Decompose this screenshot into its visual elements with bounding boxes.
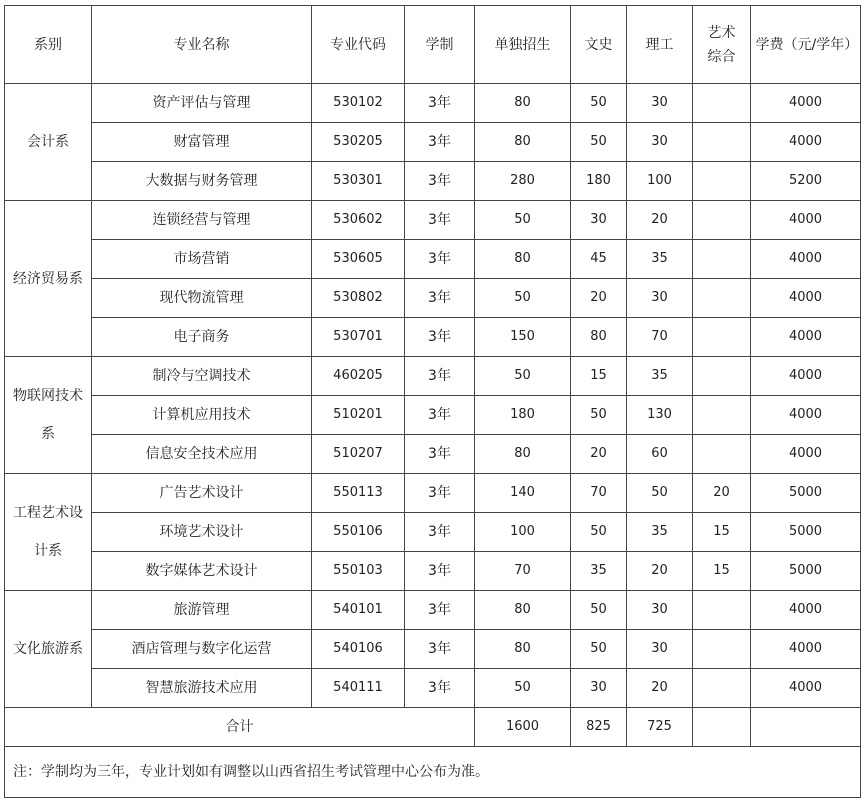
code-cell: 510207	[312, 435, 405, 474]
table-row	[5, 552, 861, 591]
duration-cell: 3年	[405, 474, 475, 513]
separate-cell: 50	[475, 669, 571, 708]
table-row	[5, 318, 861, 357]
arts-cell: 50	[571, 591, 627, 630]
fee-cell: 4000	[751, 318, 861, 357]
header-fee	[751, 6, 861, 84]
header-fee-label: 学费（元/学年）	[755, 36, 859, 53]
major-cell: 旅游管理	[92, 591, 312, 630]
separate-cell: 80	[475, 630, 571, 669]
separate-cell: 280	[475, 162, 571, 201]
art-comp-cell	[693, 591, 751, 630]
total-sci: 725	[627, 708, 693, 747]
arts-cell: 50	[571, 396, 627, 435]
major-cell: 制冷与空调技术	[92, 357, 312, 396]
art-comp-cell: 20	[693, 474, 751, 513]
total-arts: 825	[571, 708, 627, 747]
duration-cell: 3年	[405, 201, 475, 240]
art-comp-cell	[693, 162, 751, 201]
table-row	[5, 279, 861, 318]
table-row	[5, 630, 861, 669]
separate-cell: 50	[475, 357, 571, 396]
code-cell: 540111	[312, 669, 405, 708]
art-comp-cell	[693, 669, 751, 708]
duration-cell: 3年	[405, 240, 475, 279]
code-cell: 550106	[312, 513, 405, 552]
header-sci: 理工	[627, 6, 693, 84]
note-text: 注：学制均为三年，专业计划如有调整以山西省招生考试管理中心公布为准。	[5, 747, 861, 798]
separate-cell: 70	[475, 552, 571, 591]
table-row	[5, 357, 861, 396]
sci-cell: 100	[627, 162, 693, 201]
sci-cell: 20	[627, 201, 693, 240]
code-cell: 540101	[312, 591, 405, 630]
separate-cell: 80	[475, 123, 571, 162]
table-row	[5, 669, 861, 708]
table-row	[5, 435, 861, 474]
major-cell: 信息安全技术应用	[92, 435, 312, 474]
sci-cell: 20	[627, 552, 693, 591]
table-row	[5, 123, 861, 162]
major-cell: 数字媒体艺术设计	[92, 552, 312, 591]
dept-name: 会计系	[27, 134, 69, 150]
table-row	[5, 240, 861, 279]
table-row	[5, 201, 861, 240]
table-row	[5, 396, 861, 435]
art-comp-cell	[693, 279, 751, 318]
duration-cell: 3年	[405, 669, 475, 708]
dept-name: 经济贸易系	[13, 270, 83, 287]
code-cell: 460205	[312, 357, 405, 396]
dept-cell	[5, 357, 92, 474]
art-comp-cell	[693, 435, 751, 474]
table-row	[5, 591, 861, 630]
table-row	[5, 474, 861, 513]
sci-cell: 35	[627, 240, 693, 279]
sci-cell: 35	[627, 513, 693, 552]
duration-cell: 3年	[405, 162, 475, 201]
table-row	[5, 513, 861, 552]
arts-cell: 15	[571, 357, 627, 396]
separate-cell: 80	[475, 84, 571, 123]
dept-cell	[5, 201, 92, 357]
sci-cell: 130	[627, 396, 693, 435]
fee-cell: 5000	[751, 552, 861, 591]
separate-cell: 180	[475, 396, 571, 435]
major-cell: 智慧旅游技术应用	[92, 669, 312, 708]
header-major: 专业名称	[92, 6, 312, 84]
table-row	[5, 84, 861, 123]
separate-cell: 150	[475, 318, 571, 357]
duration-cell: 3年	[405, 357, 475, 396]
arts-cell: 30	[571, 669, 627, 708]
separate-cell: 80	[475, 591, 571, 630]
code-cell: 550103	[312, 552, 405, 591]
art-comp-cell	[693, 318, 751, 357]
header-art-comp	[693, 6, 751, 84]
separate-cell: 100	[475, 513, 571, 552]
art-comp-cell	[693, 396, 751, 435]
dept-name: 物联网技术系	[13, 388, 83, 442]
arts-cell: 45	[571, 240, 627, 279]
dept-cell	[5, 474, 92, 591]
sci-cell: 30	[627, 84, 693, 123]
duration-cell: 3年	[405, 396, 475, 435]
sci-cell: 70	[627, 318, 693, 357]
fee-cell: 4000	[751, 591, 861, 630]
fee-cell: 4000	[751, 123, 861, 162]
sci-cell: 60	[627, 435, 693, 474]
header-row	[5, 6, 861, 84]
art-comp-cell	[693, 630, 751, 669]
fee-cell: 4000	[751, 630, 861, 669]
code-cell: 530102	[312, 84, 405, 123]
code-cell: 530205	[312, 123, 405, 162]
fee-cell: 4000	[751, 201, 861, 240]
total-row	[5, 708, 861, 747]
sci-cell: 30	[627, 279, 693, 318]
header-art-comp-label: 艺术综合	[707, 24, 736, 65]
major-cell: 资产评估与管理	[92, 84, 312, 123]
separate-cell: 140	[475, 474, 571, 513]
fee-cell: 4000	[751, 357, 861, 396]
code-cell: 530602	[312, 201, 405, 240]
duration-cell: 3年	[405, 591, 475, 630]
code-cell: 530701	[312, 318, 405, 357]
duration-cell: 3年	[405, 318, 475, 357]
art-comp-cell	[693, 357, 751, 396]
header-duration: 学制	[405, 6, 475, 84]
art-comp-cell	[693, 240, 751, 279]
major-cell: 大数据与财务管理	[92, 162, 312, 201]
duration-cell: 3年	[405, 630, 475, 669]
fee-cell: 4000	[751, 669, 861, 708]
code-cell: 530605	[312, 240, 405, 279]
table-row	[5, 162, 861, 201]
header-arts: 文史	[571, 6, 627, 84]
separate-cell: 80	[475, 240, 571, 279]
sci-cell: 20	[627, 669, 693, 708]
arts-cell: 80	[571, 318, 627, 357]
major-cell: 广告艺术设计	[92, 474, 312, 513]
header-code: 专业代码	[312, 6, 405, 84]
code-cell: 530802	[312, 279, 405, 318]
arts-cell: 50	[571, 630, 627, 669]
sci-cell: 50	[627, 474, 693, 513]
duration-cell: 3年	[405, 552, 475, 591]
major-cell: 现代物流管理	[92, 279, 312, 318]
major-cell: 市场营销	[92, 240, 312, 279]
fee-cell: 5000	[751, 474, 861, 513]
duration-cell: 3年	[405, 84, 475, 123]
arts-cell: 35	[571, 552, 627, 591]
total-label: 合计	[5, 708, 475, 747]
major-cell: 财富管理	[92, 123, 312, 162]
duration-cell: 3年	[405, 123, 475, 162]
sci-cell: 30	[627, 591, 693, 630]
header-dept: 系别	[5, 6, 92, 84]
duration-cell: 3年	[405, 435, 475, 474]
enrollment-table	[4, 5, 861, 798]
fee-cell: 4000	[751, 84, 861, 123]
major-cell: 环境艺术设计	[92, 513, 312, 552]
total-art-comp	[693, 708, 751, 747]
arts-cell: 50	[571, 84, 627, 123]
separate-cell: 50	[475, 201, 571, 240]
major-cell: 计算机应用技术	[92, 396, 312, 435]
code-cell: 510201	[312, 396, 405, 435]
total-fee	[751, 708, 861, 747]
major-cell: 电子商务	[92, 318, 312, 357]
arts-cell: 20	[571, 435, 627, 474]
header-separate: 单独招生	[475, 6, 571, 84]
fee-cell: 5000	[751, 513, 861, 552]
fee-cell: 4000	[751, 435, 861, 474]
code-cell: 530301	[312, 162, 405, 201]
code-cell: 550113	[312, 474, 405, 513]
arts-cell: 30	[571, 201, 627, 240]
sci-cell: 30	[627, 630, 693, 669]
major-cell: 连锁经营与管理	[92, 201, 312, 240]
art-comp-cell	[693, 84, 751, 123]
separate-cell: 50	[475, 279, 571, 318]
duration-cell: 3年	[405, 279, 475, 318]
art-comp-cell	[693, 123, 751, 162]
major-cell: 酒店管理与数字化运营	[92, 630, 312, 669]
fee-cell: 4000	[751, 240, 861, 279]
arts-cell: 50	[571, 513, 627, 552]
dept-cell	[5, 591, 92, 708]
arts-cell: 180	[571, 162, 627, 201]
arts-cell: 50	[571, 123, 627, 162]
dept-name: 文化旅游系	[13, 641, 83, 657]
dept-cell	[5, 84, 92, 201]
sci-cell: 35	[627, 357, 693, 396]
arts-cell: 20	[571, 279, 627, 318]
art-comp-cell: 15	[693, 513, 751, 552]
code-cell: 540106	[312, 630, 405, 669]
dept-name: 工程艺术设计系	[13, 505, 83, 559]
art-comp-cell: 15	[693, 552, 751, 591]
separate-cell: 80	[475, 435, 571, 474]
duration-cell: 3年	[405, 513, 475, 552]
table-body	[5, 84, 861, 708]
sci-cell: 30	[627, 123, 693, 162]
fee-cell: 4000	[751, 396, 861, 435]
fee-cell: 4000	[751, 279, 861, 318]
art-comp-cell	[693, 201, 751, 240]
fee-cell: 5200	[751, 162, 861, 201]
arts-cell: 70	[571, 474, 627, 513]
total-separate: 1600	[475, 708, 571, 747]
